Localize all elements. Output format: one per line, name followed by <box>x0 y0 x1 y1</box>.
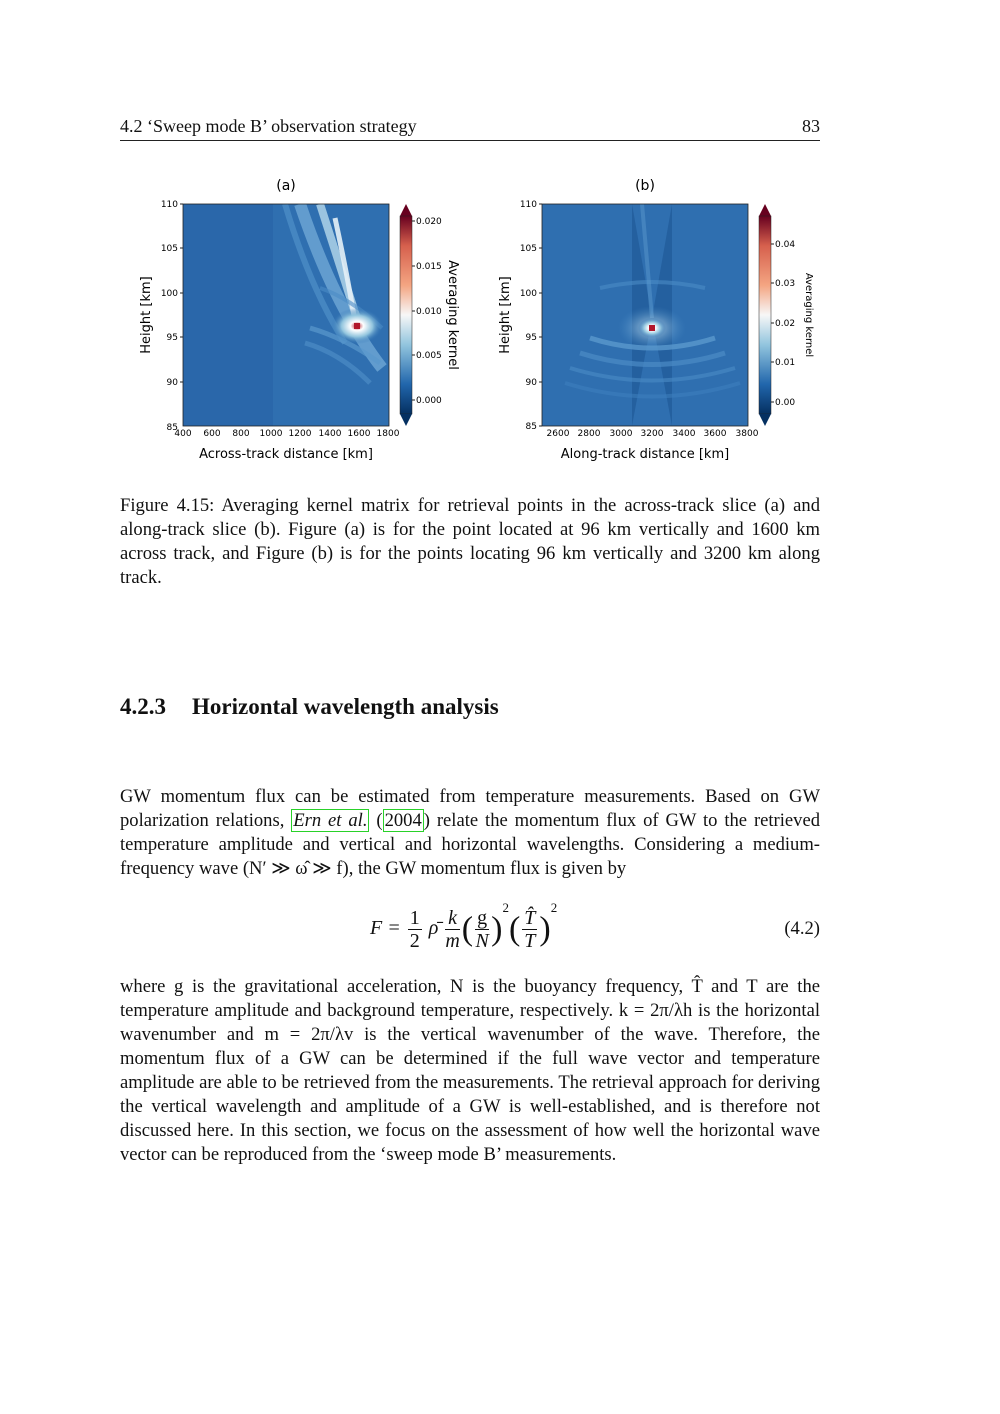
panel-b-xtick: 2800 <box>577 429 601 439</box>
panel-b-ytick: 90 <box>525 378 537 388</box>
section-heading <box>120 694 499 720</box>
panel-a-cbar-tick: 0.000 <box>416 396 442 406</box>
panel-b <box>498 178 814 462</box>
paragraph-1: GW momentum flux can be estimated from temperature measurements. Based on GW polarization relations, Ern et al. ( 2004 ) relate the momentum flux of GW to the retrieved temperature amplitude and vertical and horizontal wavelengths. Considering a medium-frequency wave (N′ ≫ ω̂ ≫ f), the GW momentum flux is given by <box>120 786 821 879</box>
panel-b-yticks <box>520 200 542 432</box>
panel-a-xtick: 1800 <box>376 429 400 439</box>
paragraph-1-text: GW momentum flux can be estimated from temperature measurements. Based on GW polarization relations, <box>120 786 820 831</box>
eq-that-over-t <box>522 907 537 952</box>
panel-b-xtick: 3800 <box>735 429 759 439</box>
panel-a-colorbar-label: Averaging kernel <box>445 260 460 370</box>
section-title: Horizontal wavelength analysis <box>192 694 499 719</box>
panel-a-ytick: 100 <box>160 289 178 299</box>
panel-a <box>139 178 460 462</box>
panel-a-label: (a) <box>276 178 296 194</box>
panel-a-xticks <box>174 429 399 439</box>
eq-t: T <box>524 929 536 952</box>
panel-b-cbar-tick: 0.04 <box>775 240 796 250</box>
eq-pow1: 2 <box>502 900 509 915</box>
paragraph-2: where g is the gravitational acceleration, N is the buoyancy frequency, T̂ and T are the temperature amplitude and background temperature, respectively. k = 2π/λh is the horizontal wavenumber and m = 2π/λv is the vertical wavenumber of the wave. Therefore, the momentum flux of a GW can be determined if the full wave vector and temperature amplitude are able to be retrieved from the measurements. The retrieval approach for deriving the vertical wavelength and amplitude of a GW is well-established, and is therefore not discussed here. In this section, we focus on the assessment of how well the horizontal wave vector can be reproduced from the ‘sweep mode B’ measurements. <box>120 976 820 1165</box>
panel-b-xtick: 3600 <box>703 429 727 439</box>
equation-body: F = $\frac{1}{2}$ ρ̄ $\frac{k}{m}$ ( $\frac{g}{N}$ )$^2$( $\frac{T̂}{T}$ )$^2$ <box>370 900 558 952</box>
panel-a-yticks <box>161 200 183 433</box>
panel-b-ytick: 110 <box>519 200 537 210</box>
panel-a-ytick: 95 <box>166 333 178 343</box>
averaging-kernel-figure <box>120 168 840 468</box>
eq-pow2: 2 <box>550 900 558 915</box>
panel-b-xlabel: Along-track distance [km] <box>560 447 730 462</box>
panel-a-colorbar-ticks <box>412 217 442 406</box>
running-head: 4.2 ‘Sweep mode B’ observation strategy <box>120 116 417 136</box>
panel-b-cbar-tick: 0.02 <box>775 319 796 329</box>
panel-a-ytick: 85 <box>166 423 178 433</box>
equation-number: (4.2) <box>784 918 820 939</box>
section-number: 4.2.3 <box>120 694 166 719</box>
panel-b-xtick: 3400 <box>672 429 696 439</box>
panel-a-xtick: 400 <box>174 429 192 439</box>
panel-a-xtick: 1400 <box>318 429 342 439</box>
panel-b-colorbar <box>759 216 771 414</box>
eq-rho: ρ̄ <box>428 917 439 939</box>
eq-n: N <box>475 929 489 952</box>
panel-a-cbar-tick: 0.010 <box>416 307 442 317</box>
panel-b-xtick: 3000 <box>609 429 633 439</box>
panel-a-xlabel: Across-track distance [km] <box>199 447 373 462</box>
page-header <box>120 114 820 141</box>
panel-b-ytick: 85 <box>525 422 537 432</box>
eq-half-den: 2 <box>409 929 420 952</box>
panel-b-ylabel: Height [km] <box>498 276 513 354</box>
eq-k-over-m <box>445 907 459 952</box>
eq-half-num: 1 <box>409 906 420 929</box>
panel-b-ytick: 105 <box>519 244 537 254</box>
eq-k: k <box>445 907 459 930</box>
panel-a-xtick: 1600 <box>347 429 371 439</box>
panel-a-ylabel: Height [km] <box>139 276 154 354</box>
panel-a-ytick: 110 <box>160 200 178 210</box>
panel-a-cbar-tick: 0.020 <box>416 217 442 227</box>
panel-b-ytick: 95 <box>525 333 537 343</box>
citation-link-author[interactable]: Ern et al. <box>293 810 368 831</box>
eq-m: m <box>445 929 460 952</box>
panel-a-xtick: 1200 <box>288 429 312 439</box>
panel-a-xtick: 600 <box>203 429 221 439</box>
panel-b-xtick: 2600 <box>546 429 570 439</box>
panel-b-ytick: 100 <box>519 289 537 299</box>
panel-b-xtick: 3200 <box>640 429 664 439</box>
page-number: 83 <box>802 116 820 136</box>
panel-b-cbar-tick: 0.00 <box>775 398 796 408</box>
eq-lhs: F = <box>370 917 406 939</box>
eq-half <box>408 907 422 952</box>
panel-b-cbar-tick: 0.01 <box>775 358 796 368</box>
panel-b-colorbar-ticks <box>771 240 795 408</box>
panel-b-colorbar-label: Averaging kernel <box>803 272 814 358</box>
paragraph-1-text-cont: relate the momentum flux of GW to the retrieved temperature amplitude and vertical and horizontal wavelengths. Considering a medium-frequency wave (N′ ≫ ω̂ ≫ f), the GW momentum flux is given by <box>120 810 821 879</box>
panel-a-cbar-tick: 0.005 <box>416 351 442 361</box>
eq-that: T̂ <box>524 906 536 929</box>
panel-a-cbar-tick: 0.015 <box>416 262 442 272</box>
figure-caption: Figure 4.15: Averaging kernel matrix for retrieval points in the across-track slice (a) and along-track slice (b). Figure (a) is for the point located at 96 km vertically and 1600 km across track, and Figure (b) is for the points locating 96 km vertically and 3200 km along track. <box>120 495 820 588</box>
equation-4-2 <box>120 900 820 960</box>
eq-g-over-n <box>475 907 489 952</box>
panel-a-ytick: 90 <box>166 378 178 388</box>
panel-b-label: (b) <box>635 178 655 194</box>
panel-a-xtick: 800 <box>232 429 250 439</box>
figure-4-15 <box>120 168 840 468</box>
eq-g: g <box>477 906 488 929</box>
panel-a-colorbar <box>400 216 412 414</box>
citation-link-year[interactable]: 2004 <box>384 810 422 831</box>
panel-a-xtick: 1000 <box>259 429 283 439</box>
panel-b-cbar-tick: 0.03 <box>775 279 796 289</box>
panel-a-ytick: 105 <box>160 244 178 254</box>
panel-b-xticks <box>547 429 759 439</box>
